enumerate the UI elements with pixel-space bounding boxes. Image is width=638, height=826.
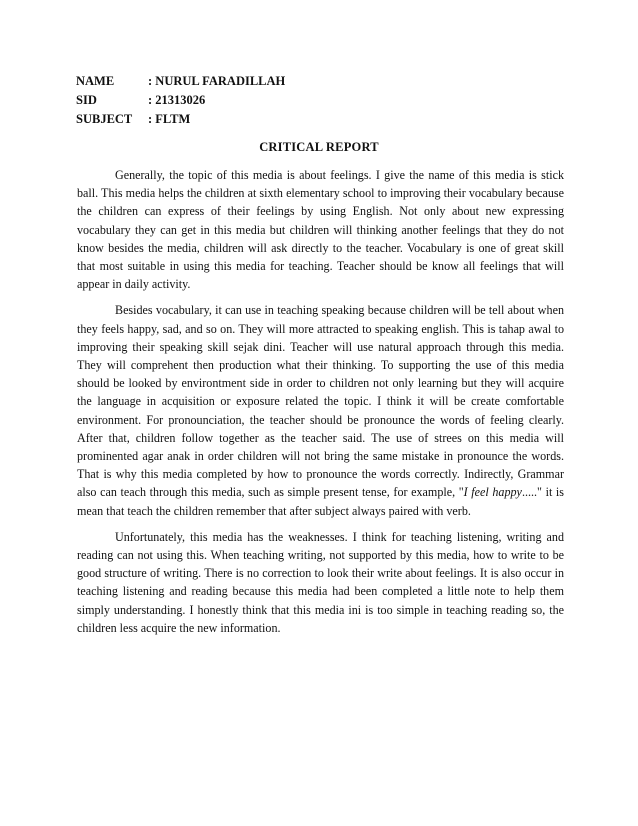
name-row [76, 72, 285, 91]
subject-value: : FLTM [148, 112, 191, 126]
paragraph-2-italic-example: I feel happy [463, 485, 522, 500]
paragraph-2 [77, 301, 564, 519]
paragraph-3: Unfortunately, this media has the weaknesses. I think for teaching listening, writing and reading can not using this. When teaching writing, not supported by this media, how to write to be good structure of writing. There is no correction to look their write about feelings. It is also occur in teaching listening and reading because this media had been completed a little note to help them simply understanding. I honestly think that this media ini is too simple in teaching reading so, the children less acquire the new information. [77, 529, 564, 635]
report-title: CRITICAL REPORT [259, 140, 379, 154]
paragraph-2-text-end: ....." it is mean that teach the children remember that after subject always paired with verb. [77, 485, 564, 518]
subject-row [76, 110, 285, 129]
sid-value: : 21313026 [148, 93, 206, 107]
paragraph-1: Generally, the topic of this media is about feelings. I give the name of this media is stick ball. This media helps the children at sixth elementary school to improving their vocabulary because the children can express of their feelings by using English. Not only about new expressing vocabulary they can get in this media but children will thinking another feelings that they do not know besides the media, children will ask directly to the teacher. Vocabulary is one of great skill that most suitable in using this media for teaching. Teacher should be know all feelings that will appear in daily activity. [77, 168, 564, 292]
sid-row [76, 91, 285, 110]
name-label: NAME [76, 74, 115, 88]
report-body [77, 166, 564, 645]
subject-label: SUBJECT [76, 112, 133, 126]
paragraph-2-text-start: Besides vocabulary, it can use in teaching speaking because children will be tell about when they feels happy, sad, and so on. They will more attracted to speaking english. This is tahap awal to improving their speaking skill sejak dini. Teacher will use natural approach through this media. They will comprehent then production what their thinking. To supporting the use of this media should be looked by environtment side in order to children not only learning but they will acquire the language in acquisition or exposure related the topic. I think it will be create comfortable environment. For pronounciation, the teacher should be pronounce the words of feeling clearly. After that, children follow together as the teacher said. The use of strees on this media will prominented agar anak in order children will not bring the same mistake in pronounce the words. That is why this media completed by how to pronounce the words correctly. Indirectly, Grammar also can teach through this media, such as simple present tense, for example, " [77, 303, 564, 500]
student-info-header [76, 72, 285, 129]
name-value: : NURUL FARADILLAH [148, 74, 286, 88]
sid-label: SID [76, 93, 97, 107]
